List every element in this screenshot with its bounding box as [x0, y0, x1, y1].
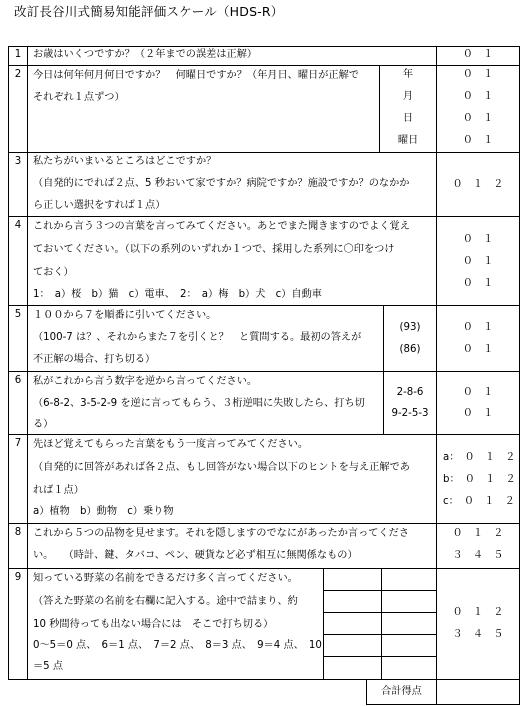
- row-separator: [8, 371, 520, 372]
- sub-label: 曜日: [397, 135, 419, 146]
- item-number: 8: [14, 527, 22, 538]
- row5-sub-column-line: [383, 305, 384, 371]
- score-options: ０ １: [462, 69, 494, 80]
- item-number: 7: [14, 438, 22, 449]
- vegetable-grid-line: [381, 568, 382, 679]
- total-row-line: [366, 704, 520, 705]
- page-title: 改訂長谷川式簡易知能評価スケール（HDS-R）: [14, 4, 284, 19]
- score-options: ０ １ ２: [452, 179, 504, 190]
- total-score-field[interactable]: [437, 680, 519, 704]
- row-separator: [8, 434, 520, 435]
- score-options: b： ０ １ ２: [443, 474, 516, 485]
- question-text: （答えた野菜の名前を右欄に記入する。途中で詰まり、約: [33, 596, 298, 607]
- question-text: （自発的に回答があれば各２点、もし回答がない場合以下のヒントを与え正解であ: [33, 462, 410, 473]
- item-number: 2: [14, 69, 22, 80]
- question-text: れば１点）: [33, 485, 84, 496]
- question-text: 私がこれから言う数字を逆から言ってください。: [33, 376, 258, 387]
- score-options: ０ １: [462, 91, 494, 102]
- table-border-right: [519, 46, 520, 705]
- vegetable-grid-line: [323, 656, 436, 657]
- score-options: ３ ４ ５: [452, 629, 504, 640]
- question-text: い。 （時計、鍵、タバコ、ペン、硬貨など必ず相互に無関係なもの）: [33, 550, 358, 561]
- sub-label: 年: [402, 69, 414, 80]
- hint-list: a）植物 b）動物 c）乗り物: [33, 506, 174, 517]
- question-text: 0～5＝0 点、 6＝1 点、 7＝2 点、 8＝3 点、 9＝4 点、 10: [33, 640, 322, 651]
- score-options: ０ １: [462, 49, 494, 60]
- row6-sub-column-line: [383, 371, 384, 434]
- sub-label: (93): [399, 322, 421, 333]
- question-text: ておいてください。（以下の系列のいずれか１つで、採用した系列に〇印をつけ: [33, 244, 395, 255]
- question-text: 10 秒間待っても出ない場合には そこで打ち切る）: [33, 619, 274, 630]
- score-options: ３ ４ ５: [452, 550, 504, 561]
- vegetable-grid-line: [323, 634, 436, 635]
- row-separator: [8, 216, 520, 217]
- vegetable-grid-line: [323, 568, 324, 679]
- question-text: （自発的にでれば２点、5 秒おいて家ですか？病院ですか？施設ですか？のなかか: [33, 178, 410, 189]
- score-options: ０ １ ２: [452, 528, 504, 539]
- score-options: c： ０ １ ２: [443, 496, 515, 507]
- question-text: これから言う３つの言葉を言ってみてください。あとでまた聞きますのでよく覚え: [33, 221, 410, 232]
- total-score-label: 合計得点: [381, 686, 422, 697]
- item-number: 5: [14, 309, 22, 320]
- table-border-top: [8, 46, 520, 47]
- item-number: 6: [14, 375, 22, 386]
- item-number: 3: [14, 156, 22, 167]
- score-options: a： ０ １ ２: [443, 452, 516, 463]
- score-options: ０ １: [462, 135, 494, 146]
- question-text: ら正しい選択をすれば１点）: [33, 200, 166, 211]
- question-text: 不正解の場合、打ち切る）: [33, 354, 156, 365]
- question-text: 私たちがいまいるところはどこですか？: [33, 156, 217, 167]
- question-text: （6-8-2、3-5-2-9 を逆に言ってもらう、３桁逆唱に失敗したら、打ち切: [33, 398, 365, 409]
- question-text: ＝5 点: [33, 661, 64, 672]
- score-options: ０ １: [462, 322, 494, 333]
- item-number: 9: [14, 572, 22, 583]
- item-number: 1: [14, 49, 22, 60]
- question-text: １００から７を順番に引いてください。: [33, 310, 217, 321]
- score-options: ０ １: [462, 408, 494, 419]
- question-text: （100-7 は？、それからまた７を引くと？ と質問する。最初の答えが: [33, 332, 362, 343]
- question-text: 先ほど覚えてもらった言葉をもう一度言ってみてください。: [33, 439, 309, 450]
- sub-label: 月: [402, 91, 414, 102]
- vegetable-grid-line: [323, 590, 436, 591]
- row-separator: [8, 152, 520, 153]
- row-separator: [8, 568, 520, 569]
- vegetable-grid-line: [323, 612, 436, 613]
- question-text: 今日は何年何月何日ですか？ 何曜日ですか？（年月日、曜日が正解で: [33, 70, 359, 81]
- question-text: 知っている野菜の名前をできるだけ多く言ってください。: [33, 573, 298, 584]
- score-options: ０ １: [462, 256, 494, 267]
- item-number: 4: [14, 220, 22, 231]
- score-options: ０ １: [462, 387, 494, 398]
- sub-label: 日: [402, 113, 414, 124]
- row-separator: [8, 65, 520, 66]
- question-text: お歳はいくつですか？（２年までの誤差は正解）: [33, 49, 258, 60]
- score-options: ０ １: [462, 234, 494, 245]
- question-text: ておく）: [33, 267, 74, 278]
- sub-label: 9-2-5-3: [391, 408, 429, 419]
- sub-label: 2-8-6: [396, 387, 424, 398]
- question-text: る）: [33, 419, 54, 430]
- row-separator: [8, 523, 520, 524]
- question-text: それぞれ１点ずつ）: [33, 92, 125, 103]
- word-list: 1： a）桜 b）猫 c）電車、 2： a）梅 b）犬 c）自動車: [33, 289, 322, 300]
- row-separator: [8, 305, 520, 306]
- sub-label: (86): [399, 344, 421, 355]
- score-options: ０ １: [462, 344, 494, 355]
- score-options: ０ １ ２: [452, 607, 504, 618]
- score-options: ０ １: [462, 113, 494, 124]
- score-options: ０ １: [462, 278, 494, 289]
- question-text: これから５つの品物を見せます。それを隠しますのでなにがあったか言ってくださ: [33, 528, 410, 539]
